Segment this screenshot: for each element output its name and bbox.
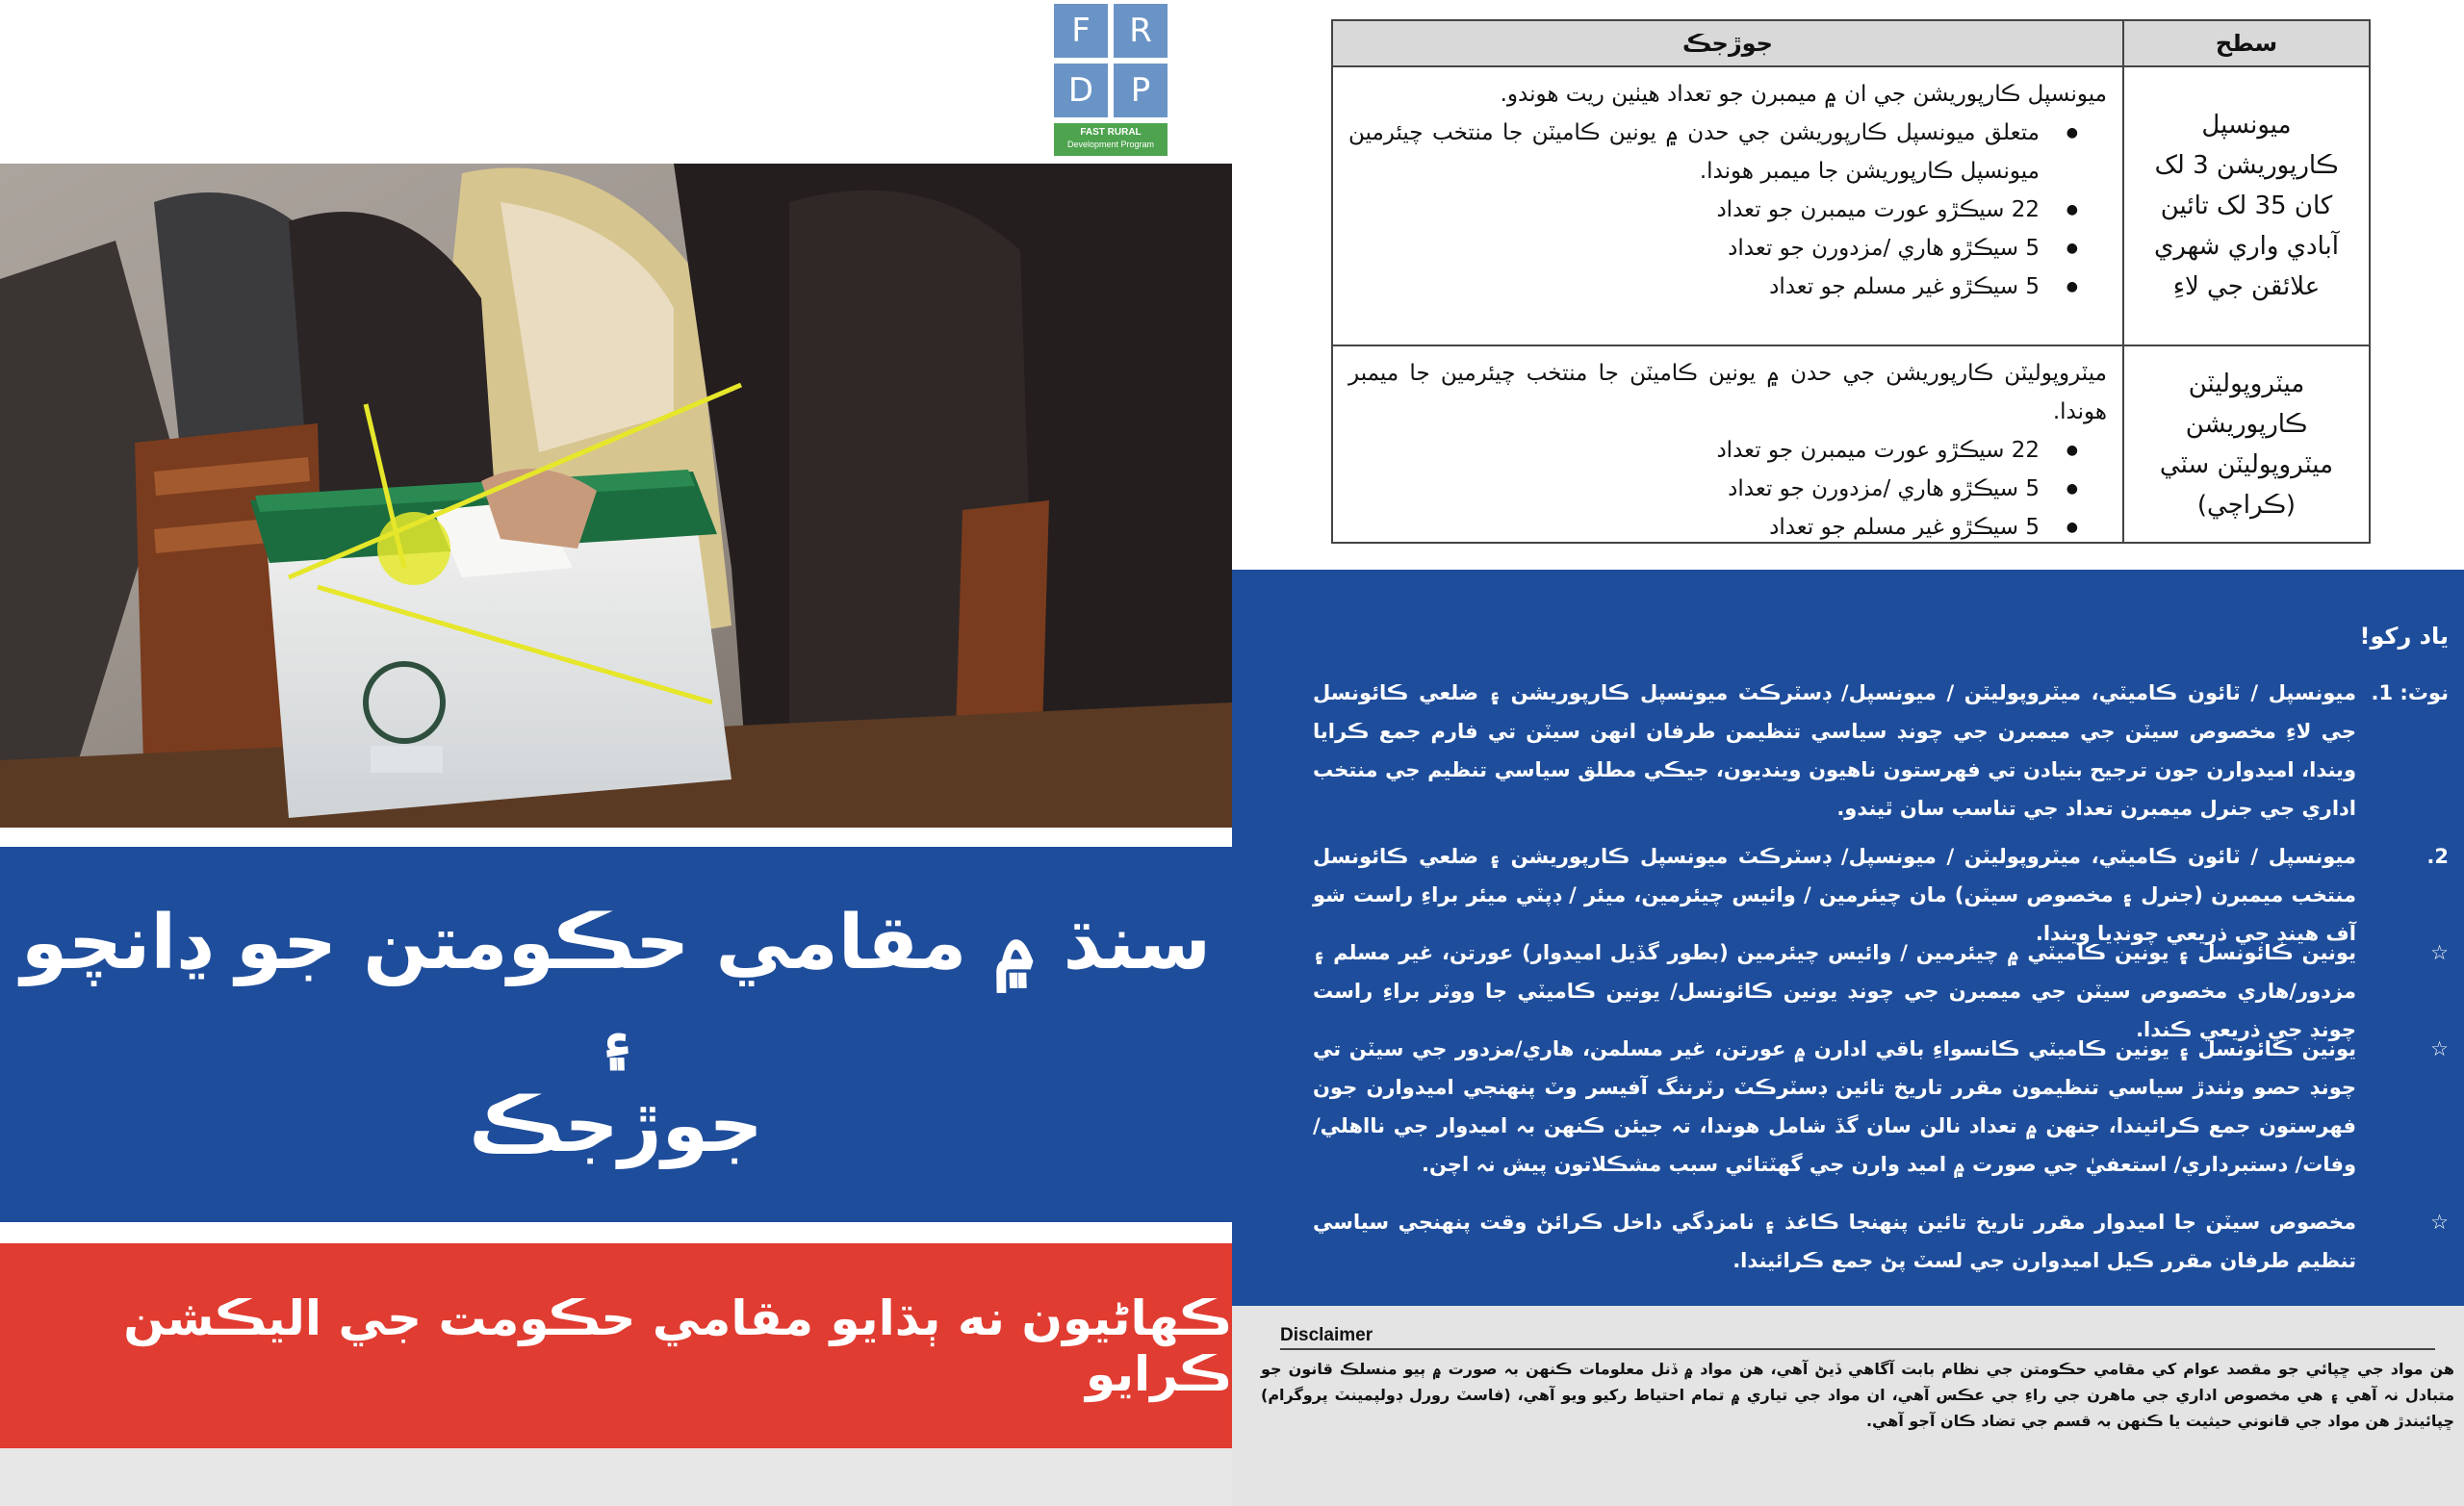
star-icon: ☆ [2430,1211,2449,1234]
frdp-logo [1054,4,1173,156]
cover-title-band [0,847,1232,1222]
logo-letter-p: P [1114,64,1168,117]
disclaimer-title: Disclaimer [1280,1325,1373,1345]
cover-title-line3: جوڙجڪ [469,1083,763,1169]
logo-line2: Development Program [1066,140,1155,149]
note-text: يونين ڪائونسل ۽ يونين ڪاميٽي ۾ چيئرمين / وائيس چيئرمين (بطور گڏيل اميدوار) عورتن، غير مسلم ۽ مزدور/هاري مخصوص سيٽن جي ميمبرن جي چونڊ يونين ڪائونسل/ يونين ڪاميٽي جا ووٽر براءِ راست چونڊ جي ذريعي ڪندا. [1313,941,2356,1041]
table-row [1333,67,2369,346]
list-item: ● 5 سيڪڙو غير مسلم جو تعداد [1348,508,2078,547]
list-item: ● 22 سيڪڙو عورت ميمبرن جو تعداد [1348,431,2078,470]
cover-footer-band [0,1448,1232,1506]
disclaimer-text: هن مواد جي ڇپائي جو مقصد عوام کي مقامي حڪومتن جي نظام بابت آگاهي ڏيڻ آهي، هن مواد ۾ ڏنل معلومات ڪنهن بہ صورت ۾ ٻيو منسلڪ قانون جو متبادل نہ آهي ۽ هي مخصوص اداري جي ماهرن جي راءِ جي عڪس آهي، ان مواد جي تياري ۾ تمام احتياط رکيو ويو آهي، (فاسٽ رورل ڊولپمينٽ پروگرام) ڇپائيندڙ هن مواد جي قانوني حيثيت يا ڪنهن بہ قسم جي تضاد ڪان آجو آهي. [1261,1360,2454,1430]
list-item: ● 5 سيڪڙو هاري /مزدورن جو تعداد [1348,229,2078,268]
cover-title-line2: ۽ [597,997,635,1071]
row-level-metropolitan: ميٽروپوليٽن ڪارپوريشن ميٽروپوليٽن سٽي (ڪراچي) [2159,369,2334,520]
row-content [1333,67,2124,345]
row-level-municipal: ميونسپل ڪارپوريشن 3 لک کان 35 لک تائين آبادي واري شهري علائقن جي لاءِ [2154,111,2339,301]
cover-tagline: ڪهاڻيون نه ٻڌايو مقامي حڪومت جي اليڪشن ڪرايو [123,1289,1232,1402]
logo-subtitle [1054,123,1168,156]
cover-title-line1: سنڌ ۾ مقامي حڪومتن جو ڍانچو [20,900,1212,986]
list-item: ● متعلق ميونسپل ڪارپوريشن جي حدن ۾ يونين ڪاميٽن جا منتخب چيئرمين ميونسپل ڪارپوريشن جا ميمبر هوندا. [1348,114,2078,191]
note-item [1313,1030,2449,1184]
remember-section [1232,570,2464,1306]
list-item: ● 5 سيڪڙو هاري /مزدورن جو تعداد [1348,470,2078,508]
table-header-level: سطح [2124,21,2369,67]
ballot-photo-illustration [0,164,1232,828]
row-bullet-list [1348,431,2107,547]
list-item: ● 22 سيڪڙو عورت ميمبرن جو تعداد [1348,191,2078,229]
remember-title: ياد رکو! [2359,623,2449,650]
star-icon: ☆ [2430,1037,2449,1060]
info-panel [1232,0,2464,1506]
disclaimer-section [1232,1306,2464,1506]
note-marker: نوٽ: 1. [2371,681,2449,704]
note-text: ميونسپل / ٽائون ڪاميٽي، ميٽروپوليٽن / ميونسپل/ ڊسٽرڪٽ ميونسپل ڪارپوريشن ۽ ضلعي ڪائونسل منتخب ميمبرن (جنرل ۽ مخصوص سيٽن) مان چيئرمين / وائيس چيئرمين، ميئر / ڊپٽي ميئر براءِ راست شو آف هينڊ جي ذريعي چونڊيا ويندا. [1313,845,2356,945]
disclaimer-divider [1280,1348,2435,1350]
note-text: مخصوص سيٽن جا اميدوار مقرر تاريخ تائين پنهنجا ڪاغذ ۽ نامزدگي داخل ڪرائڻ وقت پنهنجي سياسي تنظيم طرفان مقرر ڪيل اميدوارن جي لسٽ پڻ جمع ڪرائيندا. [1313,1211,2356,1272]
list-item: ● 5 سيڪڙو غير مسلم جو تعداد [1348,268,2078,306]
row-content [1333,346,2124,542]
logo-letter-r: R [1114,4,1168,58]
note-text: ميونسپل / ٽائون ڪاميٽي، ميٽروپوليٽن / ميونسپل/ ڊسٽرڪٽ ميونسپل ڪارپوريشن ۽ ضلعي ڪائونسل جي لاءِ مخصوص سيٽن جي ميمبرن جي چونڊ سياسي تنظيمن طرفان انهن سيٽن تي فارم جمع ڪرايا ويندا، اميدوارن جون ترجيح بنيادن تي فهرستون ناهيون وينديون، جيڪي مطلق سياسي تنظيم جي منتخب اداري جي جنرل ميمبرن تعداد جي تناسب سان ٿيندو. [1313,681,2356,820]
table-header-structure: جوڙجڪ [1333,21,2124,67]
structure-table [1331,19,2371,544]
logo-letter-f: F [1054,4,1108,58]
note-text: يونين ڪائونسل ۽ يونين ڪاميٽي ڪانسواءِ باقي ادارن ۾ عورتن، غير مسلمن، هاري/مزدور جي سيٽن تي چونڊ حصو وٺندڙ سياسي تنظيمون مقرر تاريخ تائين ڊسٽرڪٽ رٽرننگ آفيسر وٽ پنهنجي اميدوارن جون فهرستون جمع ڪرائيندا، جنهن ۾ تعداد نالن سان گڏ شامل هوندا، تہ جيئن ڪنهن بہ اميدوار جي نااهلي/ وفات/ دستبرداري/ استعفيٰ جي صورت ۾ اميد وارن جي گهٽتائي سبب مشڪلاتون پيش نہ اچن. [1313,1037,2356,1176]
note-item [1313,674,2449,828]
tagline-band [0,1243,1232,1448]
table-row [1333,346,2369,542]
star-icon: ☆ [2430,941,2449,964]
note-item [1313,1203,2449,1280]
ballot-box-photo [0,164,1232,828]
note-marker: 2. [2426,845,2449,868]
row-bullet-list [1348,114,2107,306]
row-lead: ميٽروپوليٽن ڪارپوريشن جي حدن ۾ يونين ڪاميٽن جا منتخب چيئرمين جا ميمبر هوندا. [1348,361,2107,424]
row-lead: ميونسپل ڪارپوريشن جي ان ۾ ميمبرن جو تعداد هيٺين ريت هوندو. [1500,82,2107,107]
logo-line1: FAST RURAL [1080,127,1142,138]
logo-letter-d: D [1054,64,1108,117]
